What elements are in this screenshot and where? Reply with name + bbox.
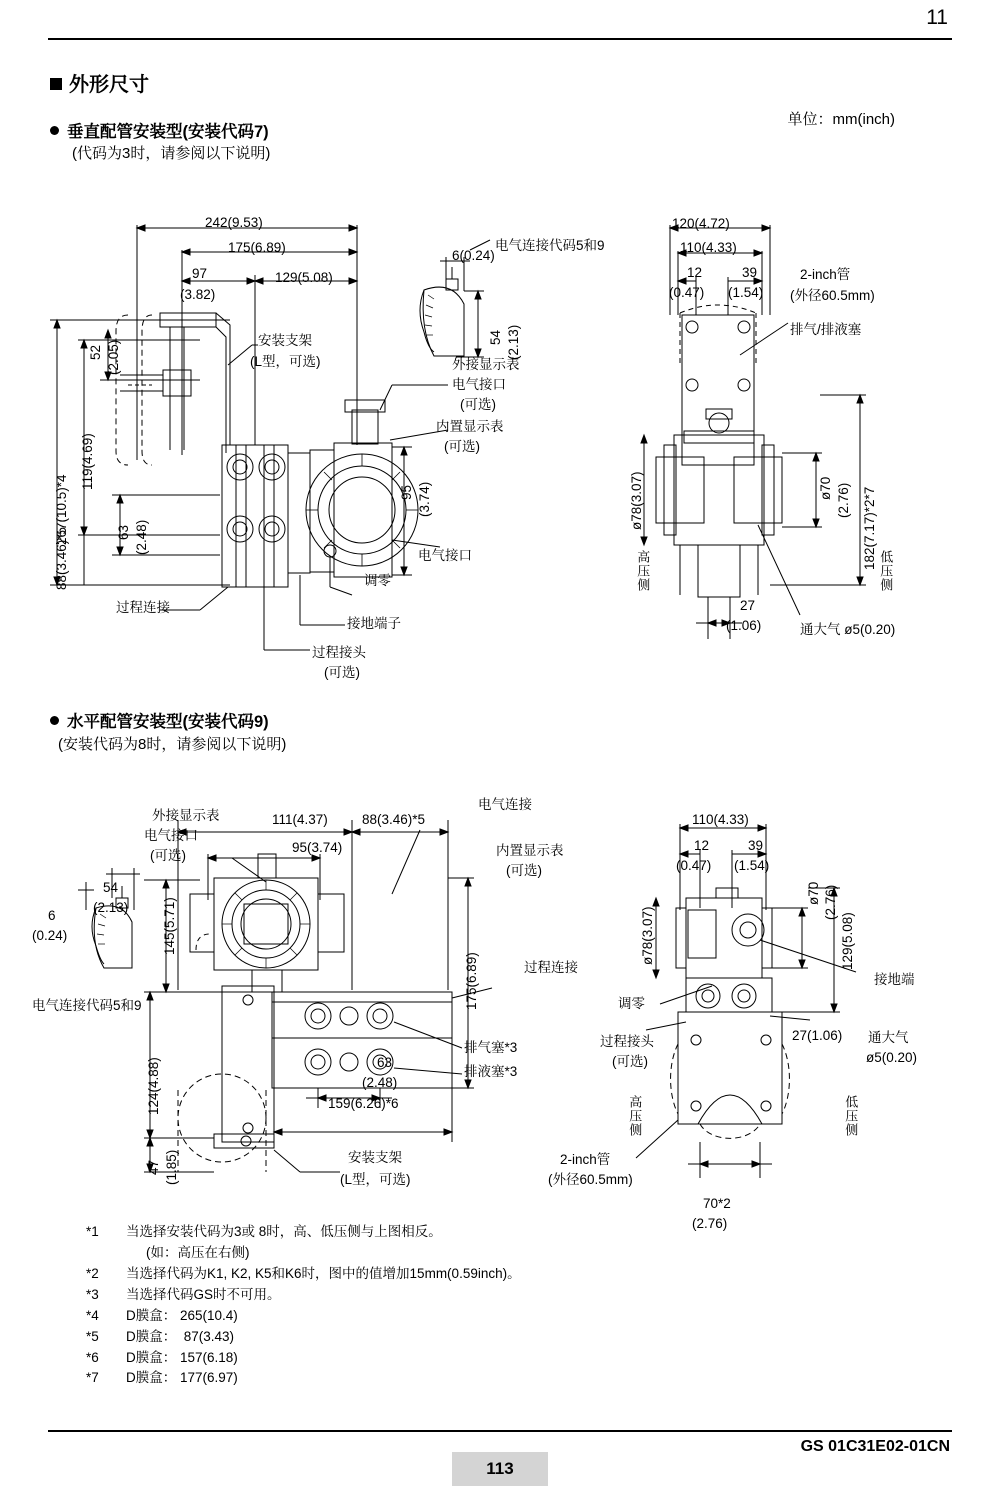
label-2inch-pipe-od-h: (外径60.5mm) xyxy=(548,1172,633,1187)
horizontal-section-title-text: 水平配管安装型(安装代码9) xyxy=(67,713,269,731)
label-ext-indicator-opt-h: (可选) xyxy=(150,848,186,863)
dim-54-h: 54 xyxy=(103,880,119,895)
dim-52-inch: (2.05) xyxy=(106,339,121,375)
horizontal-drawing-right xyxy=(620,790,1000,1210)
footnote-key: *2 xyxy=(86,1265,99,1281)
label-high-pressure-side-h: 高压侧 xyxy=(627,1095,643,1137)
dim-52: 52 xyxy=(88,344,103,360)
label-mounting-bracket-h: 安装支架 xyxy=(348,1150,402,1165)
dim-27-h: 27(1.06) xyxy=(792,1028,843,1043)
dim-39-h: 39 xyxy=(748,838,764,853)
label-low-pressure-side: 低压侧 xyxy=(878,550,894,592)
page-number-top: 11 xyxy=(926,6,948,29)
dim-119: 119(4.69) xyxy=(80,433,95,490)
label-process-connection: 过程连接 xyxy=(116,600,170,615)
bullet-dot-icon xyxy=(50,126,59,135)
dim-120: 120(4.72) xyxy=(672,216,730,231)
label-process-adapter: 过程接头 xyxy=(312,645,366,660)
dim-54: 54 xyxy=(488,329,503,345)
footnote-key: *1 xyxy=(86,1224,99,1239)
label-external-indicator: 外接显示表 xyxy=(452,357,520,372)
dim-63-inch: (2.48) xyxy=(134,519,149,555)
label-process-adapter-opt-h: (可选) xyxy=(612,1054,648,1069)
label-zero-adjust-h: 调零 xyxy=(618,996,645,1011)
dim-d70-inch: (2.76) xyxy=(836,482,851,518)
dim-95-h: 95(3.74) xyxy=(292,840,343,855)
label-electrical-code-5-9: 电气连接代码5和9 xyxy=(495,238,605,253)
label-internal-indicator-opt: (可选) xyxy=(444,439,480,454)
label-mounting-bracket-sub: (L型，可选) xyxy=(250,354,321,369)
dim-182: 182(7.17)*2*7 xyxy=(862,486,877,570)
label-process-adapter-h: 过程接头 xyxy=(600,1034,654,1049)
dim-6: 6(0.24) xyxy=(452,248,495,263)
vertical-section-title-text: 垂直配管安装型(安装代码7) xyxy=(67,123,269,141)
label-electrical-connection-h: 电气连接 xyxy=(478,797,532,812)
label-ground-terminal: 接地端子 xyxy=(347,616,401,631)
footnote-key: *3 xyxy=(86,1286,99,1302)
horizontal-section-subtitle: (安装代码为8时，请参阅以下说明) xyxy=(58,736,287,753)
label-ext-indicator-port-h: 电气接口 xyxy=(144,828,198,843)
footnote-key xyxy=(86,1243,126,1264)
dim-145: 145(5.71) xyxy=(162,897,177,955)
footnote-text: D膜盒： 177(6.97) xyxy=(126,1370,238,1386)
label-electrical-port: 电气接口 xyxy=(418,548,472,563)
label-internal-indicator: 内置显示表 xyxy=(436,419,504,434)
dim-6-h: 6 xyxy=(48,908,56,923)
footer-rule xyxy=(48,1430,952,1432)
dim-d70: ø70 xyxy=(818,476,833,500)
dim-110-h: 110(4.33) xyxy=(692,812,749,827)
footnote-row xyxy=(86,1285,521,1306)
label-mounting-bracket-sub-h: (L型，可选) xyxy=(340,1172,411,1187)
dim-12: 12 xyxy=(687,265,703,280)
vertical-section-subtitle: (代码为3时，请参阅以下说明) xyxy=(72,145,271,162)
label-2inch-pipe-od: (外径60.5mm) xyxy=(790,288,875,303)
footnote-row xyxy=(86,1306,521,1327)
label-ground-terminal-h: 接地端 xyxy=(874,972,915,987)
dim-124: 124(4.88) xyxy=(146,1057,161,1115)
vertical-section-title xyxy=(50,118,269,142)
label-external-indicator-port: 电气接口 xyxy=(452,377,506,392)
dim-95: 95 xyxy=(399,484,414,500)
header-rule xyxy=(48,38,952,40)
dim-27-inch: (1.06) xyxy=(726,618,762,633)
section-title xyxy=(50,68,149,97)
footnote-row xyxy=(86,1264,521,1285)
dim-12-inch: (0.47) xyxy=(669,285,705,300)
dim-54-inch-h: (2.13) xyxy=(93,900,129,915)
dim-63-inch-h: (2.48) xyxy=(362,1075,398,1090)
dim-54-inch: (2.13) xyxy=(506,324,521,360)
dim-d70-inch-h: (2.76) xyxy=(823,884,838,920)
dim-d78-h: ø78(3.07) xyxy=(640,906,655,965)
footnotes xyxy=(86,1222,521,1389)
dim-d70-h: ø70 xyxy=(806,881,821,905)
dim-175: 175(6.89) xyxy=(228,240,286,255)
label-mounting-bracket: 安装支架 xyxy=(258,333,312,348)
footnote-row xyxy=(86,1327,521,1348)
dim-267: 267(10.5)*4 xyxy=(54,474,69,545)
footnote-text: D膜盒： 265(10.4) xyxy=(126,1307,238,1323)
dim-97-inch: (3.82) xyxy=(180,287,216,302)
horizontal-section-title xyxy=(50,708,269,732)
dim-27: 27 xyxy=(740,598,756,613)
footnote-key: *4 xyxy=(86,1307,99,1323)
label-electrical-code-5-9-h: 电气连接代码5和9 xyxy=(32,998,142,1013)
dim-6-inch-h: (0.24) xyxy=(32,928,68,943)
dim-47-inch: (1.85) xyxy=(164,1149,179,1185)
footnote-row xyxy=(86,1348,521,1369)
section-title-text: 外形尺寸 xyxy=(69,74,149,96)
dim-111: 111(4.37) xyxy=(272,812,328,827)
label-process-connection-h: 过程连接 xyxy=(524,960,578,975)
dim-d78: ø78(3.07) xyxy=(629,471,644,530)
dim-129-h: 129(5.08) xyxy=(840,912,855,970)
dim-47: 47 xyxy=(146,1159,161,1175)
footnote-row xyxy=(86,1222,521,1243)
footnote-text: (如：高压在右侧) xyxy=(146,1244,250,1260)
footnote-key: *5 xyxy=(86,1328,99,1344)
label-low-pressure-side-h: 低压侧 xyxy=(843,1095,859,1137)
dim-175-h: 175(6.89) xyxy=(464,952,479,1010)
dim-39-inch: (1.54) xyxy=(728,285,764,300)
dim-88: 88(3.46)*5 xyxy=(54,526,69,590)
label-vent-atmosphere: 通大气 ø5(0.20) xyxy=(800,622,896,637)
label-process-adapter-opt: (可选) xyxy=(324,665,360,680)
unit-note: 单位：mm(inch) xyxy=(787,111,895,128)
footnote-text: 当选择安装代码为3或 8时，高、低压侧与上图相反。 xyxy=(126,1224,442,1239)
label-vent-drain-plug: 排气/排液塞 xyxy=(790,322,862,337)
label-2inch-pipe-h: 2-inch管 xyxy=(560,1152,611,1167)
footnote-row xyxy=(86,1243,521,1264)
label-vent-atmosphere-size-h: ø5(0.20) xyxy=(866,1050,918,1065)
dim-95-inch: (3.74) xyxy=(417,481,432,517)
dim-88: 88(3.46)*5 xyxy=(362,812,426,827)
dim-63: 63 xyxy=(116,524,131,540)
footnote-key: *7 xyxy=(86,1370,99,1386)
bullet-dot-icon-2 xyxy=(50,716,59,725)
footnote-text: D膜盒： 157(6.18) xyxy=(126,1349,238,1365)
document-code: GS 01C31E02-01CN xyxy=(800,1438,950,1455)
dim-110: 110(4.33) xyxy=(680,240,737,255)
label-2inch-pipe: 2-inch管 xyxy=(800,267,851,282)
label-ext-indicator-h: 外接显示表 xyxy=(152,808,220,823)
label-internal-indicator-h: 内置显示表 xyxy=(496,843,564,858)
footnote-text: 当选择代码GS时不可用。 xyxy=(126,1286,281,1302)
dim-12-inch-h: (0.47) xyxy=(676,858,712,873)
dim-159: 159(6.26)*6 xyxy=(328,1096,399,1111)
dim-129: 129(5.08) xyxy=(275,270,333,285)
dim-242: 242(9.53) xyxy=(205,215,263,230)
dim-12-h: 12 xyxy=(694,838,710,853)
label-zero-adjust: 调零 xyxy=(364,573,391,588)
bullet-square-icon xyxy=(50,78,62,90)
dim-70: 70*2 xyxy=(703,1196,731,1211)
dim-70-inch: (2.76) xyxy=(692,1216,728,1231)
footnote-text: D膜盒： 87(3.43) xyxy=(126,1328,235,1344)
page-number-bottom: 113 xyxy=(452,1452,548,1486)
label-vent-plug: 排气塞*3 xyxy=(464,1040,518,1055)
footnote-key: *6 xyxy=(86,1349,99,1365)
dim-97: 97 xyxy=(192,266,208,281)
label-drain-plug: 排液塞*3 xyxy=(464,1064,518,1079)
dim-63-h: 63 xyxy=(377,1055,393,1070)
label-vent-atmosphere-h: 通大气 xyxy=(868,1030,909,1045)
label-external-indicator-opt: (可选) xyxy=(460,397,496,412)
footnote-row xyxy=(86,1368,521,1389)
footnote-text: 当选择代码为K1, K2, K5和K6时，图中的值增加15mm(0.59inch)。 xyxy=(126,1265,521,1281)
dim-39: 39 xyxy=(742,265,758,280)
dim-39-inch-h: (1.54) xyxy=(734,858,770,873)
label-high-pressure-side: 高压侧 xyxy=(635,550,651,592)
label-internal-indicator-opt-h: (可选) xyxy=(506,863,542,878)
